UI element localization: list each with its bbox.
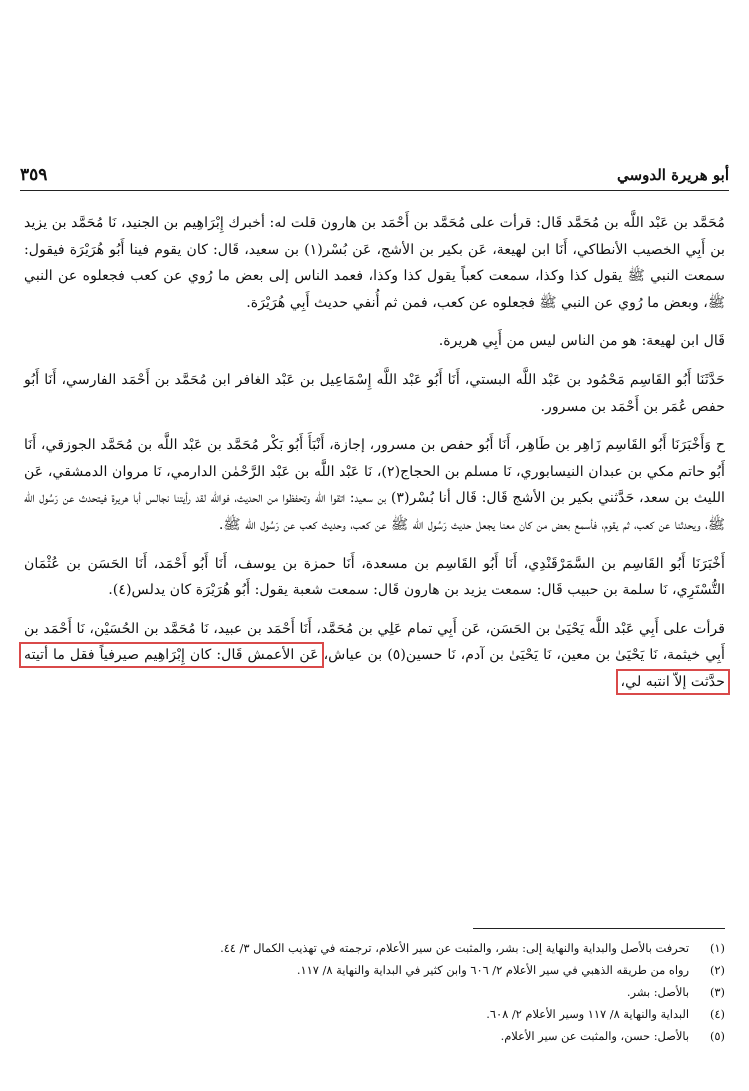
main-text [24, 210, 725, 708]
paragraph [24, 616, 725, 696]
highlighted-text[interactable]: عَن الأعمش قَال: كان إِبْرَاهِيم صيرفياً فقل ما أتيته حدَّثت إلاّ انتبه لي، [24, 647, 725, 690]
paragraph-lead: قرأت على أَبِي عَبْد اللَّه يَحْيَىٰ بن الحَسَن، عَن أَبِي تمام عَلِي بن مُحَمَّد، أَنَا أَحْمَد بن عبيد، نَا مُحَمَّد بن الحُسَيْن، نَا أَحْمَد بن أَبِي خيثمة، نَا يَحْيَىٰ بن معين، نَا يَحْيَىٰ بن آدم، نَا حسين(٥) بن عياش، [24, 620, 725, 664]
paragraph: أَخْبَرَنَا أَبُو القَاسِم بن السَّمَرْقَنْدِي، أَنَا أَبُو القَاسِم بن مسعدة، أَنَا حمزة بن يوسف، أَنَا أَبُو أَحْمَد، أَنَا الحَسَن بن عُثْمَان التُّسْتَرِي، نَا سلمة بن حبيب قَال: سمعت يزيد بن هارون قَال: سمعت شعبة يقول: أَبُو هُرَيْرَة كان يدلس(٤). [24, 555, 725, 599]
paragraph: قَال ابن لهيعة: هو من الناس ليس من أَبِي هريرة. [438, 333, 725, 350]
footnote-number: (٥) [709, 1029, 725, 1043]
footnote-text: تحرفت بالأصل والبداية والنهاية إلى: بشر، والمثبت عن سير الأعلام، ترجمته في تهذيب الكمال ٣/ ٤٤. [220, 941, 689, 955]
footnote [24, 959, 725, 981]
footnote-number: (٢) [709, 963, 725, 977]
running-header [20, 160, 729, 191]
footnote-text: بالأصل: حسن، والمثبت عن سير الأعلام. [500, 1029, 689, 1043]
footnote [24, 937, 725, 959]
footnote [24, 1003, 725, 1025]
footnote-rule [473, 928, 725, 929]
paragraph: حَدَّثَنَا أَبُو القَاسِم مَحْمُود بن عَبْد اللَّه البستي، أَنَا أَبُو عَبْد اللَّه إِسْمَاعِيل بن عَبْد الغافر ابن مُحَمَّد بن أَحْمَد الفارسي، أَنَا أَبُو حفص عُمَر بن أَحْمَد بن مسرور. [24, 371, 725, 415]
footnote [24, 1025, 725, 1047]
footnotes [24, 928, 725, 1047]
paragraph: ح وَأَخْبَرَنَا أَبُو القَاسِم زَاهِر بن طَاهِر، أَنَا أَبُو حفص بن مسرور، إجازة، أَنْبَأَ أَبُو بَكْر مُحَمَّد بن عَبْد اللَّه بن مُحَمَّد الجوزقي، أَنَا أَبُو حاتم مكي بن عبدان النيسابوري، نَا مسلم بن الحجاج(٢)، نَا عَبْد اللَّه بن عَبْد الرَّحْمٰن الدارمي، نَا مروان الدمشقي، عَن الليث بن سعد، حَدَّثني بكير بن الأشج قَال: قَال أنا بُسْر(٣) بن سعيد: اتقوا الله وتحفظوا من الحديث، فوالله لقد رأيتنا نجالس أبا هريرة فيتحدث عن رَسُول الله ﷺ، ويحدثنا عن كعب، ثم يقوم، فأسمع بعض من كان معنا يجعل حديث رَسُول الله ﷺ عن كعب، وحديث كعب عن رَسُول الله ﷺ. [24, 437, 725, 533]
footnote [24, 981, 725, 1003]
footnote-text: البداية والنهاية ٨/ ١١٧ وسير الأعلام ٢/ ٦٠٨. [486, 1007, 689, 1021]
footnote-text: رواه من طريقه الذهبي في سير الأعلام ٢/ ٦٠٦ وابن كثير في البداية والنهاية ٨/ ١١٧. [296, 963, 689, 977]
page-number: ٣٥٩ [20, 165, 48, 185]
footnote-number: (١) [709, 941, 725, 955]
footnote-number: (٣) [709, 985, 725, 999]
chapter-title: أبو هريرة الدوسي [617, 166, 729, 184]
footnote-text: بالأصل: بشر. [626, 985, 689, 999]
footnote-number: (٤) [709, 1007, 725, 1021]
paragraph: مُحَمَّد بن عَبْد اللَّه بن مُحَمَّد قَال: قرأت على مُحَمَّد بن أَحْمَد بن هارون قلت له: أخبرك إِبْرَاهِيم بن الجنيد، نَا مُحَمَّد بن يزيد بن أَبِي الخصيب الأنطاكي، أَنَا ابن لهيعة، عَن بكير بن الأشج، عَن بُسْر(١) بن سعيد، قَال: كان يقوم فينا أَبُو هُرَيْرَة فيقول: سمعت النبي ﷺ يقول كذا وكذا، سمعت كعباً يقول كذا وكذا، فعمد الناس إلى بعض ما رُوي عن كعب فجعلوه عن النبي ﷺ، وبعض ما رُوي عن النبي ﷺ فجعلوه عن كعب، فمن ثم أُنفي حديث أَبِي هُرَيْرَة. [24, 215, 725, 311]
